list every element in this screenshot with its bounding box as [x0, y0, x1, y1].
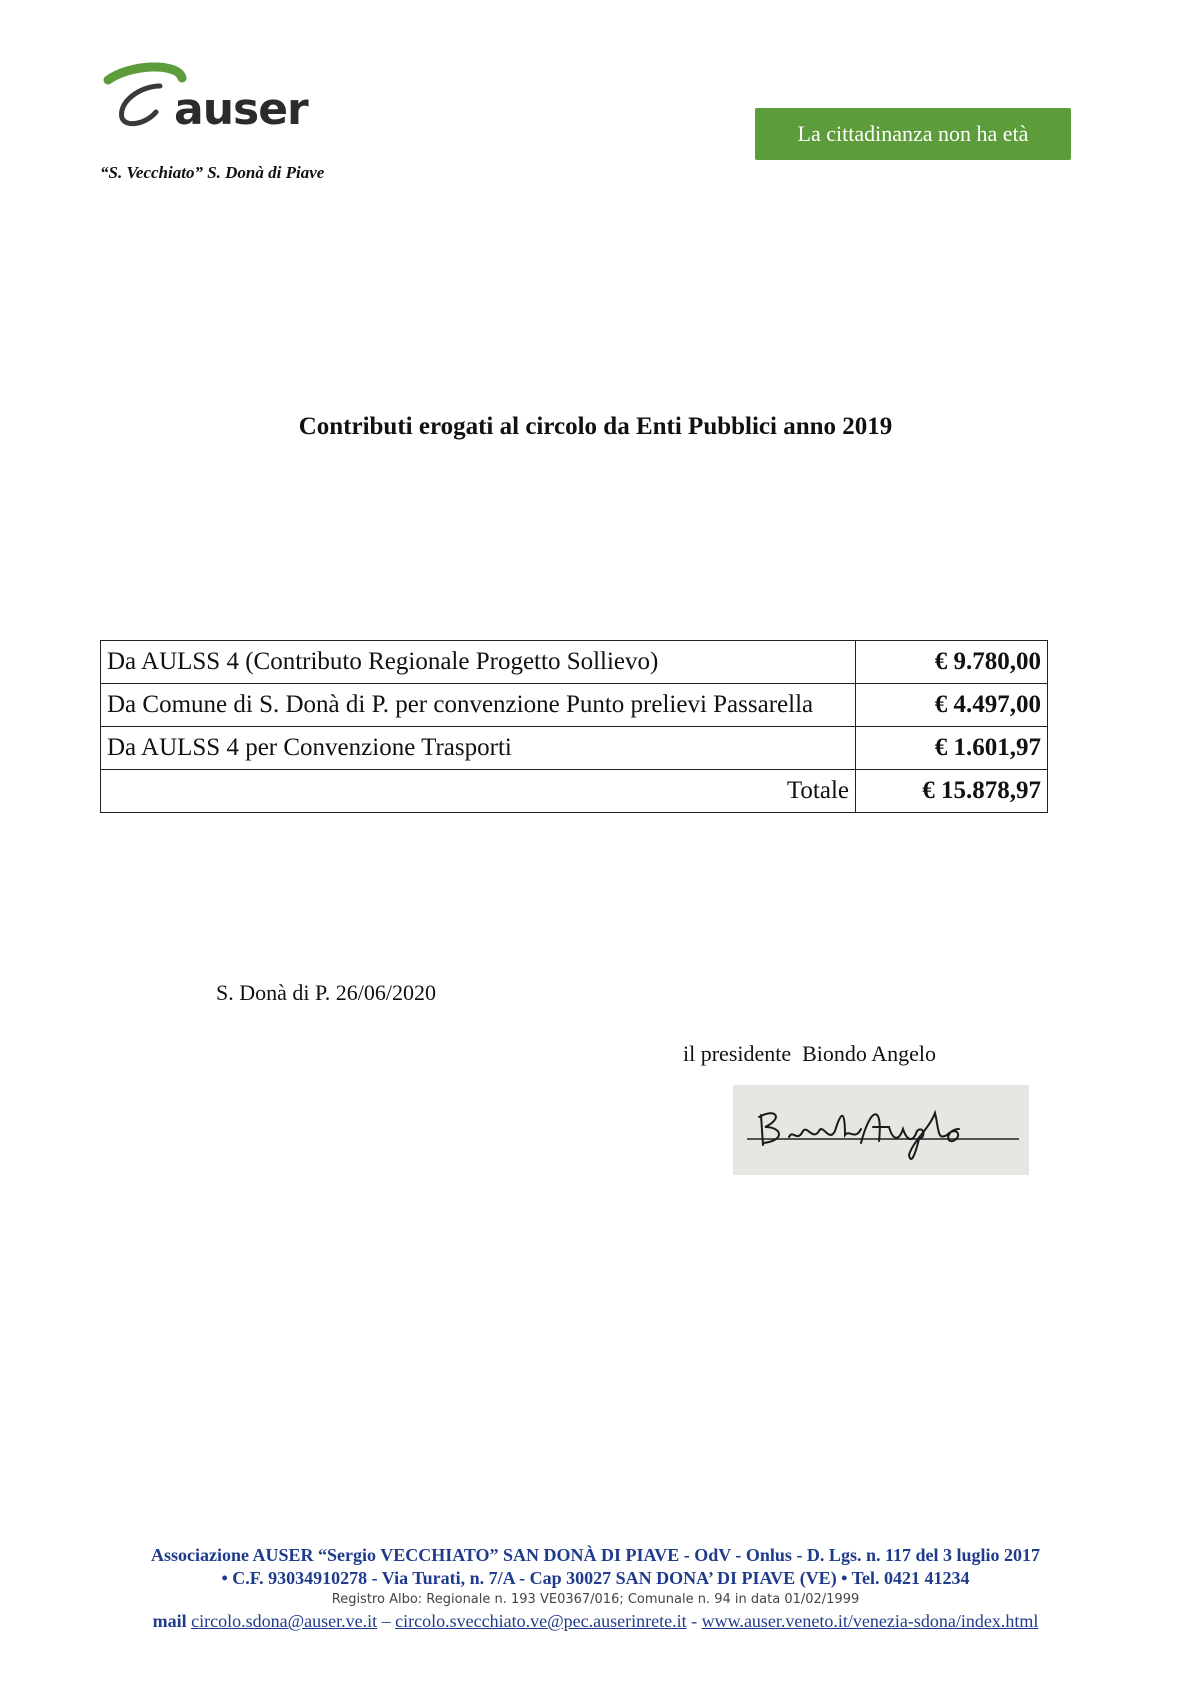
footer [0, 1544, 1191, 1632]
table-row [101, 727, 1048, 770]
footer-registry: Registro Albo: Regionale n. 193 VE0367/016; Comunale n. 94 in data 01/02/1999 [331, 1592, 860, 1607]
footer-links [0, 1610, 1191, 1632]
total-label: Totale [101, 770, 856, 813]
signature-image [733, 1085, 1029, 1175]
email-link[interactable]: circolo.sdona@auser.ve.it [191, 1611, 378, 1631]
mail-label: mail [152, 1611, 187, 1631]
table-row [101, 641, 1048, 684]
row-amount: € 4.497,00 [856, 684, 1048, 727]
pec-email-link[interactable]: circolo.svecchiato.ve@pec.auserinrete.it [395, 1611, 687, 1631]
row-description: Da AULSS 4 (Contributo Regionale Progetto Sollievo) [101, 641, 856, 684]
row-amount: € 9.780,00 [856, 641, 1048, 684]
total-amount: € 15.878,97 [856, 770, 1048, 813]
page-title: Contributi erogati al circolo da Enti Pubblici anno 2019 [298, 413, 893, 440]
auser-logo [100, 62, 308, 142]
handwritten-signature-icon [733, 1085, 1029, 1175]
separator: – [381, 1611, 391, 1631]
total-row [101, 770, 1048, 813]
row-description: Da Comune di S. Donà di P. per convenzione Punto prelievi Passarella [101, 684, 856, 727]
date-place: S. Donà di P. 26/06/2020 [216, 980, 437, 1005]
website-link[interactable]: www.auser.veneto.it/venezia-sdona/index.html [701, 1611, 1039, 1631]
table-row [101, 684, 1048, 727]
footer-contacts: • C.F. 93034910278 - Via Turati, n. 7/A - Cap 30027 SAN DONA’ DI PIAVE (VE) • Tel. 0421 41234 [221, 1568, 970, 1588]
slogan-banner: La cittadinanza non ha età [755, 108, 1071, 160]
logo-wordmark: auser [174, 84, 308, 135]
row-amount: € 1.601,97 [856, 727, 1048, 770]
separator: - [691, 1611, 698, 1631]
footer-association: Associazione AUSER “Sergio VECCHIATO” SAN DONÀ DI PIAVE - OdV - Onlus - D. Lgs. n. 117 del 3 luglio 2017 [151, 1545, 1040, 1565]
contributions-table [100, 640, 1048, 813]
club-subtitle: “S. Vecchiato” S. Donà di Piave [100, 163, 325, 182]
president-name: il presidente Biondo Angelo [683, 1041, 936, 1066]
row-description: Da AULSS 4 per Convenzione Trasporti [101, 727, 856, 770]
